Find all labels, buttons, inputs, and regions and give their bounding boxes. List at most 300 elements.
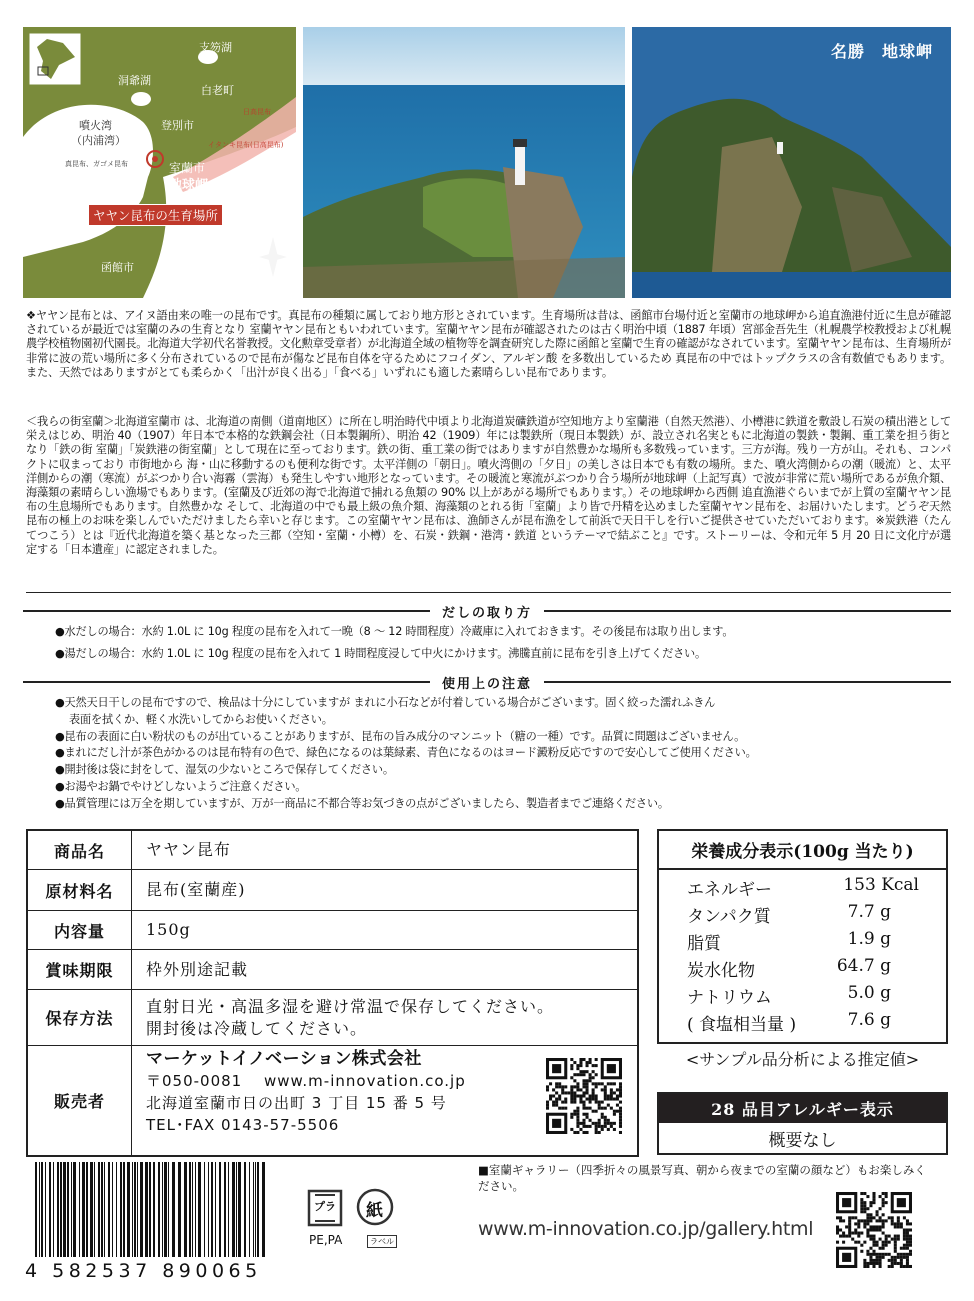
qr-module bbox=[882, 1232, 885, 1235]
qr-module bbox=[885, 1235, 888, 1238]
allergy-title: 28 品目アレルギー表示 bbox=[659, 1094, 946, 1123]
barcode-bar bbox=[184, 1162, 187, 1257]
barcode-bar bbox=[35, 1162, 37, 1257]
qr-module bbox=[906, 1232, 909, 1235]
qr-module bbox=[857, 1219, 860, 1222]
map-label-makombu: 真昆布、ガゴメ昆布 bbox=[65, 160, 128, 168]
barcode-bar bbox=[60, 1162, 62, 1257]
nutrition-note: <サンプル品分析による推定値> bbox=[685, 1050, 920, 1069]
barcode-bar bbox=[53, 1162, 54, 1257]
barcode-bar bbox=[262, 1162, 265, 1257]
qr-module bbox=[885, 1238, 888, 1241]
qr-module bbox=[872, 1244, 875, 1247]
qr-module bbox=[876, 1241, 879, 1244]
caution-item: ●開封後は袋に封をして、湿気の少ないところで保存してください。 bbox=[55, 763, 394, 777]
barcode-bar bbox=[71, 1162, 72, 1257]
qr-module bbox=[616, 1088, 619, 1091]
qr-module bbox=[552, 1064, 561, 1073]
qr-module bbox=[570, 1101, 573, 1104]
qr-module bbox=[848, 1216, 851, 1219]
qr-module bbox=[891, 1216, 894, 1219]
qr-module bbox=[903, 1232, 906, 1235]
qr-module bbox=[589, 1101, 592, 1104]
seller-qr-code[interactable] bbox=[546, 1058, 622, 1134]
qr-module bbox=[552, 1101, 555, 1104]
map-label-itanki: イタンキ昆布(日高昆布) bbox=[208, 141, 284, 149]
qr-module bbox=[906, 1265, 909, 1268]
qr-module bbox=[900, 1253, 903, 1256]
qr-module bbox=[582, 1094, 585, 1097]
qr-module bbox=[589, 1076, 592, 1079]
qr-module bbox=[619, 1122, 622, 1125]
storage-line-2: 開封後は冷蔵してください。 bbox=[146, 1018, 368, 1038]
qr-module bbox=[586, 1085, 589, 1088]
barcode-bar bbox=[172, 1162, 175, 1257]
qr-module bbox=[579, 1073, 582, 1076]
barcode-bar bbox=[204, 1162, 205, 1257]
qr-module bbox=[592, 1064, 595, 1067]
qr-module bbox=[869, 1253, 872, 1256]
qr-module bbox=[885, 1244, 888, 1247]
qr-module bbox=[866, 1228, 869, 1231]
qr-module bbox=[579, 1070, 582, 1073]
qr-module bbox=[888, 1216, 891, 1219]
qr-module bbox=[582, 1079, 585, 1082]
qr-module bbox=[897, 1198, 906, 1207]
qr-module bbox=[546, 1101, 549, 1104]
qr-module bbox=[897, 1222, 900, 1225]
qr-module bbox=[882, 1256, 885, 1259]
qr-module bbox=[869, 1259, 872, 1262]
qr-module bbox=[872, 1228, 875, 1231]
qr-module bbox=[909, 1241, 912, 1244]
caution-item: ●昆布の表面に白い粉状のものが出ていることがありますが、昆布の旨み成分のマンニット（糖の一種）です。品質に問題はございません。 bbox=[55, 729, 746, 743]
nutrient-name: 炭水化物 bbox=[687, 961, 755, 981]
map-label-hakodate: 函館市 bbox=[101, 261, 134, 274]
qr-module bbox=[586, 1113, 589, 1116]
qr-module bbox=[595, 1128, 598, 1131]
qr-module bbox=[607, 1104, 610, 1107]
qr-module bbox=[601, 1088, 604, 1091]
qr-module bbox=[595, 1073, 598, 1076]
qr-module bbox=[582, 1119, 585, 1122]
qr-module bbox=[619, 1131, 622, 1134]
qr-module bbox=[619, 1085, 622, 1088]
qr-module bbox=[872, 1238, 875, 1241]
product-row-ingredients bbox=[28, 870, 637, 911]
qr-module bbox=[872, 1250, 875, 1253]
barcode-bar bbox=[145, 1162, 148, 1257]
qr-module bbox=[579, 1088, 582, 1091]
qr-module bbox=[888, 1241, 891, 1244]
qr-module bbox=[586, 1070, 589, 1073]
qr-module bbox=[888, 1235, 891, 1238]
qr-module bbox=[552, 1119, 561, 1128]
qr-module bbox=[851, 1216, 854, 1219]
qr-module bbox=[860, 1244, 863, 1247]
qr-module bbox=[586, 1107, 589, 1110]
qr-module bbox=[595, 1110, 598, 1113]
qr-module bbox=[903, 1247, 906, 1250]
qr-module bbox=[595, 1094, 598, 1097]
qr-module bbox=[885, 1201, 888, 1204]
qr-module bbox=[906, 1253, 909, 1256]
qr-module bbox=[595, 1085, 598, 1088]
nutrient-value: 64.7 g bbox=[836, 956, 891, 976]
qr-module bbox=[863, 1225, 866, 1228]
pla-material: PE,PA bbox=[309, 1233, 343, 1247]
qr-module bbox=[619, 1082, 622, 1085]
qr-module bbox=[879, 1247, 882, 1250]
barcode-bar bbox=[132, 1162, 133, 1257]
qr-module bbox=[610, 1088, 613, 1091]
qr-module bbox=[616, 1094, 619, 1097]
qr-module bbox=[848, 1232, 851, 1235]
qr-module bbox=[879, 1256, 882, 1259]
pla-mark-label: プラ bbox=[314, 1200, 336, 1213]
qr-module bbox=[860, 1192, 863, 1195]
qr-module bbox=[891, 1259, 894, 1262]
qr-module bbox=[839, 1216, 842, 1219]
qr-module bbox=[546, 1088, 549, 1091]
nutrient-value: 7.6 g bbox=[847, 1010, 891, 1030]
qr-module bbox=[586, 1131, 589, 1134]
qr-module bbox=[879, 1216, 882, 1219]
barcode-bar bbox=[39, 1162, 40, 1257]
product-value: ヤヤン昆布 bbox=[146, 840, 231, 859]
qr-module bbox=[869, 1228, 872, 1231]
qr-module bbox=[869, 1225, 872, 1228]
qr-module bbox=[558, 1107, 561, 1110]
qr-module bbox=[836, 1241, 839, 1244]
qr-module bbox=[863, 1265, 866, 1268]
barcode-bar bbox=[195, 1162, 196, 1257]
gallery-link[interactable]: www.m-innovation.co.jp/gallery.html bbox=[478, 1218, 814, 1240]
qr-module bbox=[879, 1238, 882, 1241]
barcode-bar bbox=[116, 1162, 117, 1257]
barcode-bar bbox=[164, 1162, 167, 1257]
qr-module bbox=[613, 1110, 616, 1113]
qr-module bbox=[613, 1098, 616, 1101]
qr-module bbox=[903, 1235, 906, 1238]
barcode-bar bbox=[249, 1162, 250, 1257]
qr-module bbox=[582, 1113, 585, 1116]
qr-module bbox=[866, 1262, 869, 1265]
qr-module bbox=[863, 1192, 866, 1195]
barcode-bar bbox=[137, 1162, 138, 1257]
qr-module bbox=[891, 1265, 894, 1268]
qr-module bbox=[607, 1098, 610, 1101]
qr-module bbox=[863, 1222, 866, 1225]
qr-module bbox=[842, 1219, 845, 1222]
qr-module bbox=[619, 1088, 622, 1091]
qr-module bbox=[592, 1098, 595, 1101]
qr-module bbox=[564, 1091, 567, 1094]
qr-module bbox=[879, 1265, 882, 1268]
qr-module bbox=[891, 1262, 894, 1265]
qr-module bbox=[848, 1219, 851, 1222]
qr-module bbox=[573, 1101, 576, 1104]
nutrition-row bbox=[687, 1010, 919, 1037]
barcode-bar bbox=[49, 1162, 51, 1257]
qr-module bbox=[576, 1116, 579, 1119]
qr-module bbox=[836, 1232, 839, 1235]
qr-module bbox=[576, 1094, 579, 1097]
qr-module bbox=[897, 1235, 900, 1238]
qr-module bbox=[610, 1082, 613, 1085]
qr-module bbox=[570, 1094, 573, 1097]
barcode-bar bbox=[98, 1162, 100, 1257]
qr-module bbox=[900, 1259, 903, 1262]
qr-module bbox=[582, 1073, 585, 1076]
product-label: 原材料名 bbox=[28, 870, 132, 910]
gallery-qr-code[interactable] bbox=[836, 1192, 912, 1268]
qr-module bbox=[866, 1219, 869, 1222]
barcode-bar bbox=[253, 1162, 254, 1257]
qr-module bbox=[582, 1082, 585, 1085]
qr-module bbox=[879, 1225, 882, 1228]
qr-module bbox=[891, 1256, 894, 1259]
qr-module bbox=[909, 1250, 912, 1253]
product-info-table bbox=[26, 829, 639, 1157]
qr-module bbox=[860, 1219, 863, 1222]
qr-module bbox=[576, 1119, 579, 1122]
qr-module bbox=[839, 1219, 842, 1222]
qr-module bbox=[876, 1225, 879, 1228]
qr-module bbox=[570, 1091, 573, 1094]
qr-module bbox=[595, 1064, 598, 1067]
qr-module bbox=[869, 1235, 872, 1238]
qr-module bbox=[592, 1122, 595, 1125]
dashi-item: ●湯だしの場合：水約 1.0L に 10g 程度の昆布を入れて 1 時間程度浸して中火にかけます。沸騰直前に昆布を引き上げてください。 bbox=[55, 647, 707, 660]
qr-module bbox=[573, 1079, 576, 1082]
qr-module bbox=[869, 1201, 872, 1204]
recycle-marks bbox=[305, 1185, 400, 1255]
barcode-bar bbox=[228, 1162, 229, 1257]
barcode-bar bbox=[178, 1162, 181, 1257]
qr-module bbox=[604, 1125, 607, 1128]
nutrition-row bbox=[687, 875, 919, 902]
barcode-bar bbox=[149, 1162, 151, 1257]
qr-module bbox=[863, 1210, 866, 1213]
barcode-bar bbox=[219, 1162, 221, 1257]
qr-module bbox=[573, 1091, 576, 1094]
qr-module bbox=[891, 1219, 894, 1222]
product-label: 販売者 bbox=[28, 1046, 132, 1155]
qr-module bbox=[610, 1122, 613, 1125]
qr-module bbox=[579, 1128, 582, 1131]
qr-module bbox=[573, 1113, 576, 1116]
qr-module bbox=[589, 1058, 592, 1061]
cape-photo-art bbox=[632, 27, 951, 298]
qr-module bbox=[854, 1216, 857, 1219]
qr-module bbox=[836, 1216, 839, 1219]
qr-module bbox=[576, 1110, 579, 1113]
qr-module bbox=[906, 1262, 909, 1265]
qr-module bbox=[879, 1253, 882, 1256]
qr-module bbox=[592, 1088, 595, 1091]
qr-module bbox=[555, 1091, 558, 1094]
seller-tel: TEL･FAX 0143-57-5506 bbox=[146, 1116, 340, 1134]
qr-module bbox=[894, 1256, 897, 1259]
qr-module bbox=[894, 1244, 897, 1247]
qr-module bbox=[872, 1235, 875, 1238]
qr-module bbox=[592, 1091, 595, 1094]
qr-module bbox=[900, 1225, 903, 1228]
product-row-name bbox=[28, 831, 637, 870]
barcode-bar bbox=[45, 1162, 46, 1257]
qr-module bbox=[854, 1232, 857, 1235]
qr-module bbox=[869, 1256, 872, 1259]
qr-module bbox=[872, 1262, 875, 1265]
qr-module bbox=[897, 1262, 900, 1265]
qr-module bbox=[876, 1244, 879, 1247]
barcode-bar bbox=[67, 1162, 69, 1257]
qr-module bbox=[601, 1113, 604, 1116]
product-label: 内容量 bbox=[28, 911, 132, 949]
qr-module bbox=[872, 1225, 875, 1228]
qr-module bbox=[879, 1207, 882, 1210]
qr-module bbox=[598, 1082, 601, 1085]
qr-module bbox=[552, 1104, 555, 1107]
barcode-bar bbox=[208, 1162, 209, 1257]
qr-module bbox=[882, 1222, 885, 1225]
qr-module bbox=[616, 1104, 619, 1107]
qr-module bbox=[906, 1247, 909, 1250]
qr-module bbox=[842, 1241, 845, 1244]
qr-module bbox=[576, 1067, 579, 1070]
caution-item: ●天然天日干しの昆布ですので、検品は十分にしていますが まれに小石などが付着している場合がございます。固く絞った濡れふきん bbox=[55, 696, 716, 709]
qr-module bbox=[848, 1222, 851, 1225]
allergy-value: 概要なし bbox=[768, 1131, 837, 1151]
qr-module bbox=[579, 1058, 582, 1061]
qr-module bbox=[576, 1122, 579, 1125]
barcode-bar bbox=[127, 1162, 130, 1257]
qr-module bbox=[900, 1265, 903, 1268]
qr-module bbox=[604, 1094, 607, 1097]
habitat-map bbox=[23, 27, 296, 298]
qr-module bbox=[589, 1125, 592, 1128]
qr-module bbox=[906, 1259, 909, 1262]
product-row-expiry bbox=[28, 950, 637, 990]
qr-module bbox=[604, 1091, 607, 1094]
qr-module bbox=[866, 1250, 869, 1253]
qr-module bbox=[604, 1116, 607, 1119]
caution-item: ●品質管理には万全を期していますが、万が一商品に不都合等お気づきの点がございましたら、製造者までご連絡ください。 bbox=[55, 796, 669, 810]
qr-module bbox=[549, 1094, 552, 1097]
qr-module bbox=[900, 1256, 903, 1259]
qr-module bbox=[555, 1098, 558, 1101]
nutrient-name: ナトリウム bbox=[687, 988, 772, 1008]
qr-module bbox=[604, 1098, 607, 1101]
qr-module bbox=[857, 1225, 860, 1228]
qr-module bbox=[909, 1244, 912, 1247]
qr-module bbox=[906, 1235, 909, 1238]
qr-module bbox=[558, 1098, 561, 1101]
qr-module bbox=[604, 1085, 607, 1088]
qr-module bbox=[549, 1098, 552, 1101]
qr-module bbox=[607, 1064, 616, 1073]
qr-module bbox=[885, 1195, 888, 1198]
qr-module bbox=[879, 1219, 882, 1222]
map-label-muroran: 室蘭市 bbox=[169, 161, 206, 175]
qr-module bbox=[860, 1204, 863, 1207]
qr-module bbox=[854, 1241, 857, 1244]
qr-module bbox=[546, 1104, 549, 1107]
qr-module bbox=[891, 1238, 894, 1241]
qr-module bbox=[576, 1113, 579, 1116]
product-value bbox=[146, 990, 629, 1045]
barcode-bars bbox=[25, 1162, 275, 1262]
qr-module bbox=[882, 1219, 885, 1222]
qr-module bbox=[619, 1091, 622, 1094]
nutrient-name: 脂質 bbox=[687, 934, 721, 954]
nutrition-row bbox=[687, 956, 919, 983]
qr-module bbox=[882, 1201, 885, 1204]
qr-module bbox=[604, 1107, 607, 1110]
qr-module bbox=[894, 1235, 897, 1238]
qr-module bbox=[598, 1131, 601, 1134]
qr-module bbox=[564, 1098, 567, 1101]
qr-module bbox=[863, 1259, 866, 1262]
barcode-bar bbox=[90, 1162, 93, 1257]
qr-module bbox=[573, 1131, 576, 1134]
qr-module bbox=[857, 1241, 860, 1244]
qr-module bbox=[592, 1094, 595, 1097]
qr-module bbox=[906, 1228, 909, 1231]
qr-module bbox=[857, 1232, 860, 1235]
qr-module bbox=[601, 1128, 604, 1131]
qr-module bbox=[582, 1131, 585, 1134]
qr-module bbox=[595, 1098, 598, 1101]
caution-section-header bbox=[23, 674, 951, 690]
qr-module bbox=[876, 1259, 879, 1262]
qr-module bbox=[882, 1244, 885, 1247]
qr-module bbox=[619, 1110, 622, 1113]
qr-module bbox=[897, 1238, 900, 1241]
nutrient-value: 7.7 g bbox=[847, 902, 891, 922]
barcode-bar bbox=[211, 1162, 213, 1257]
map-label-noboribetsu: 登別市 bbox=[161, 119, 194, 132]
qr-module bbox=[909, 1222, 912, 1225]
qr-module bbox=[869, 1238, 872, 1241]
product-value: 150g bbox=[146, 920, 191, 939]
qr-module bbox=[872, 1192, 875, 1195]
qr-module bbox=[894, 1241, 897, 1244]
barcode bbox=[25, 1162, 275, 1282]
qr-module bbox=[872, 1201, 875, 1204]
qr-module bbox=[860, 1201, 863, 1204]
barcode-bar bbox=[134, 1162, 136, 1257]
barcode-bar bbox=[79, 1162, 80, 1257]
qr-module bbox=[619, 1125, 622, 1128]
qr-module bbox=[879, 1259, 882, 1262]
qr-module bbox=[607, 1082, 610, 1085]
qr-module bbox=[613, 1122, 616, 1125]
qr-module bbox=[903, 1216, 906, 1219]
qr-module bbox=[576, 1082, 579, 1085]
qr-module bbox=[570, 1088, 573, 1091]
qr-module bbox=[589, 1098, 592, 1101]
nutrition-row bbox=[687, 902, 919, 929]
map-label-shiraoi: 白老町 bbox=[201, 84, 234, 97]
qr-module bbox=[869, 1247, 872, 1250]
qr-module bbox=[589, 1079, 592, 1082]
qr-module bbox=[561, 1085, 564, 1088]
qr-module bbox=[598, 1107, 601, 1110]
barcode-bar bbox=[120, 1162, 122, 1257]
qr-module bbox=[891, 1222, 894, 1225]
